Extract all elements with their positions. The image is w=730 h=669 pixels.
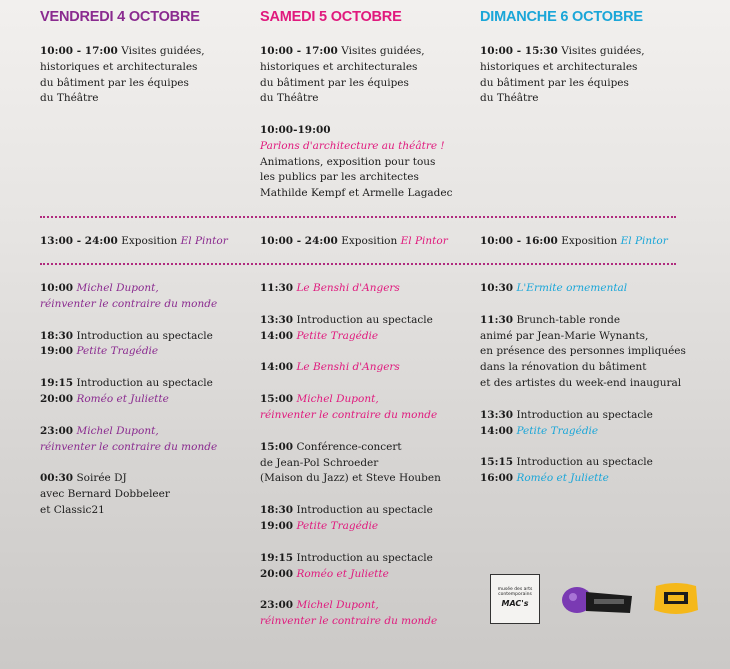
list-item: 18:30 Introduction au spectacle 19:00 Petite Tragédie bbox=[260, 504, 433, 532]
list-item: 18:30 Introduction au spectacle 19:00 Petite Tragédie bbox=[40, 329, 213, 358]
saturday-events bbox=[260, 281, 441, 630]
mac-logo: musée des arts contemporains MAC's bbox=[490, 574, 540, 624]
separator-top bbox=[40, 216, 676, 218]
list-item: 15:00 Conférence-concert de Jean-Pol Schroeder (Maison du Jazz) et Steve Houben bbox=[260, 440, 441, 485]
list-item: 15:00 Michel Dupont, réinventer le contraire du monde bbox=[260, 393, 438, 421]
list-item: 13:30 Introduction au spectacle 14:00 Petite Tragédie bbox=[260, 313, 433, 342]
list-item: 10:30 L'Ermite ornemental bbox=[480, 282, 628, 294]
list-item: 19:15 Introduction au spectacle 20:00 Roméo et Juliette bbox=[260, 551, 433, 580]
saturday-talk: 10:00-19:00 Parlons d'architecture au théâtre ! Animations, exposition pour tous les publics par les architectes Mathilde Kempf et Armelle Lagadec bbox=[260, 124, 453, 200]
list-item: 15:15 Introduction au spectacle 16:00 Roméo et Juliette bbox=[480, 456, 653, 485]
list-item: 23:00 Michel Dupont, réinventer le contraire du monde bbox=[40, 424, 218, 453]
list-item: 11:30 Brunch-table ronde animé par Jean-Marie Wynants, en présence des personnes impliquées dans la rénovation du bâtiment et des artistes du week-end inaugural bbox=[480, 313, 686, 389]
saturday-visits: 10:00 - 17:00 Visites guidées, historiques et architecturales du bâtiment par les équipes du Théâtre bbox=[260, 45, 425, 105]
saturday-expo: 10:00 - 24:00 Exposition El Pintor bbox=[260, 235, 448, 247]
sunday-heading: DIMANCHE 6 OCTOBRE bbox=[480, 9, 643, 25]
friday-expo: 13:00 - 24:00 Exposition El Pintor bbox=[40, 235, 228, 247]
purple-partner-logo bbox=[560, 584, 634, 616]
separator-bottom bbox=[40, 263, 676, 265]
yellow-partner-logo bbox=[652, 580, 700, 618]
list-item: 23:00 Michel Dupont, réinventer le contraire du monde bbox=[260, 599, 438, 628]
sunday-visits: 10:00 - 15:30 Visites guidées, historiques et architecturales du bâtiment par les équipes du Théâtre bbox=[480, 45, 645, 105]
list-item: 13:30 Introduction au spectacle 14:00 Petite Tragédie bbox=[480, 408, 653, 437]
friday-events bbox=[40, 281, 217, 519]
list-item: 11:30 Le Benshi d'Angers bbox=[260, 282, 400, 294]
saturday-heading: SAMEDI 5 OCTOBRE bbox=[260, 9, 402, 25]
sunday-events bbox=[480, 281, 686, 487]
list-item: 14:00 Le Benshi d'Angers bbox=[260, 361, 400, 374]
friday-heading: VENDREDI 4 OCTOBRE bbox=[40, 9, 200, 25]
list-item: 10:00 Michel Dupont, réinventer le contraire du monde bbox=[40, 282, 218, 310]
friday-visits-label: Visites guidées, bbox=[121, 45, 205, 57]
list-item: 00:30 Soirée DJ avec Bernard Dobbeleer et Classic21 bbox=[40, 472, 170, 516]
sunday-expo: 10:00 - 16:00 Exposition El Pintor bbox=[480, 235, 668, 247]
friday-visits: 10:00 - 17:00 Visites guidées, historiques et architecturales du bâtiment par les équipes du Théâtre bbox=[40, 45, 205, 105]
list-item: 19:15 Introduction au spectacle 20:00 Roméo et Juliette bbox=[40, 377, 213, 405]
